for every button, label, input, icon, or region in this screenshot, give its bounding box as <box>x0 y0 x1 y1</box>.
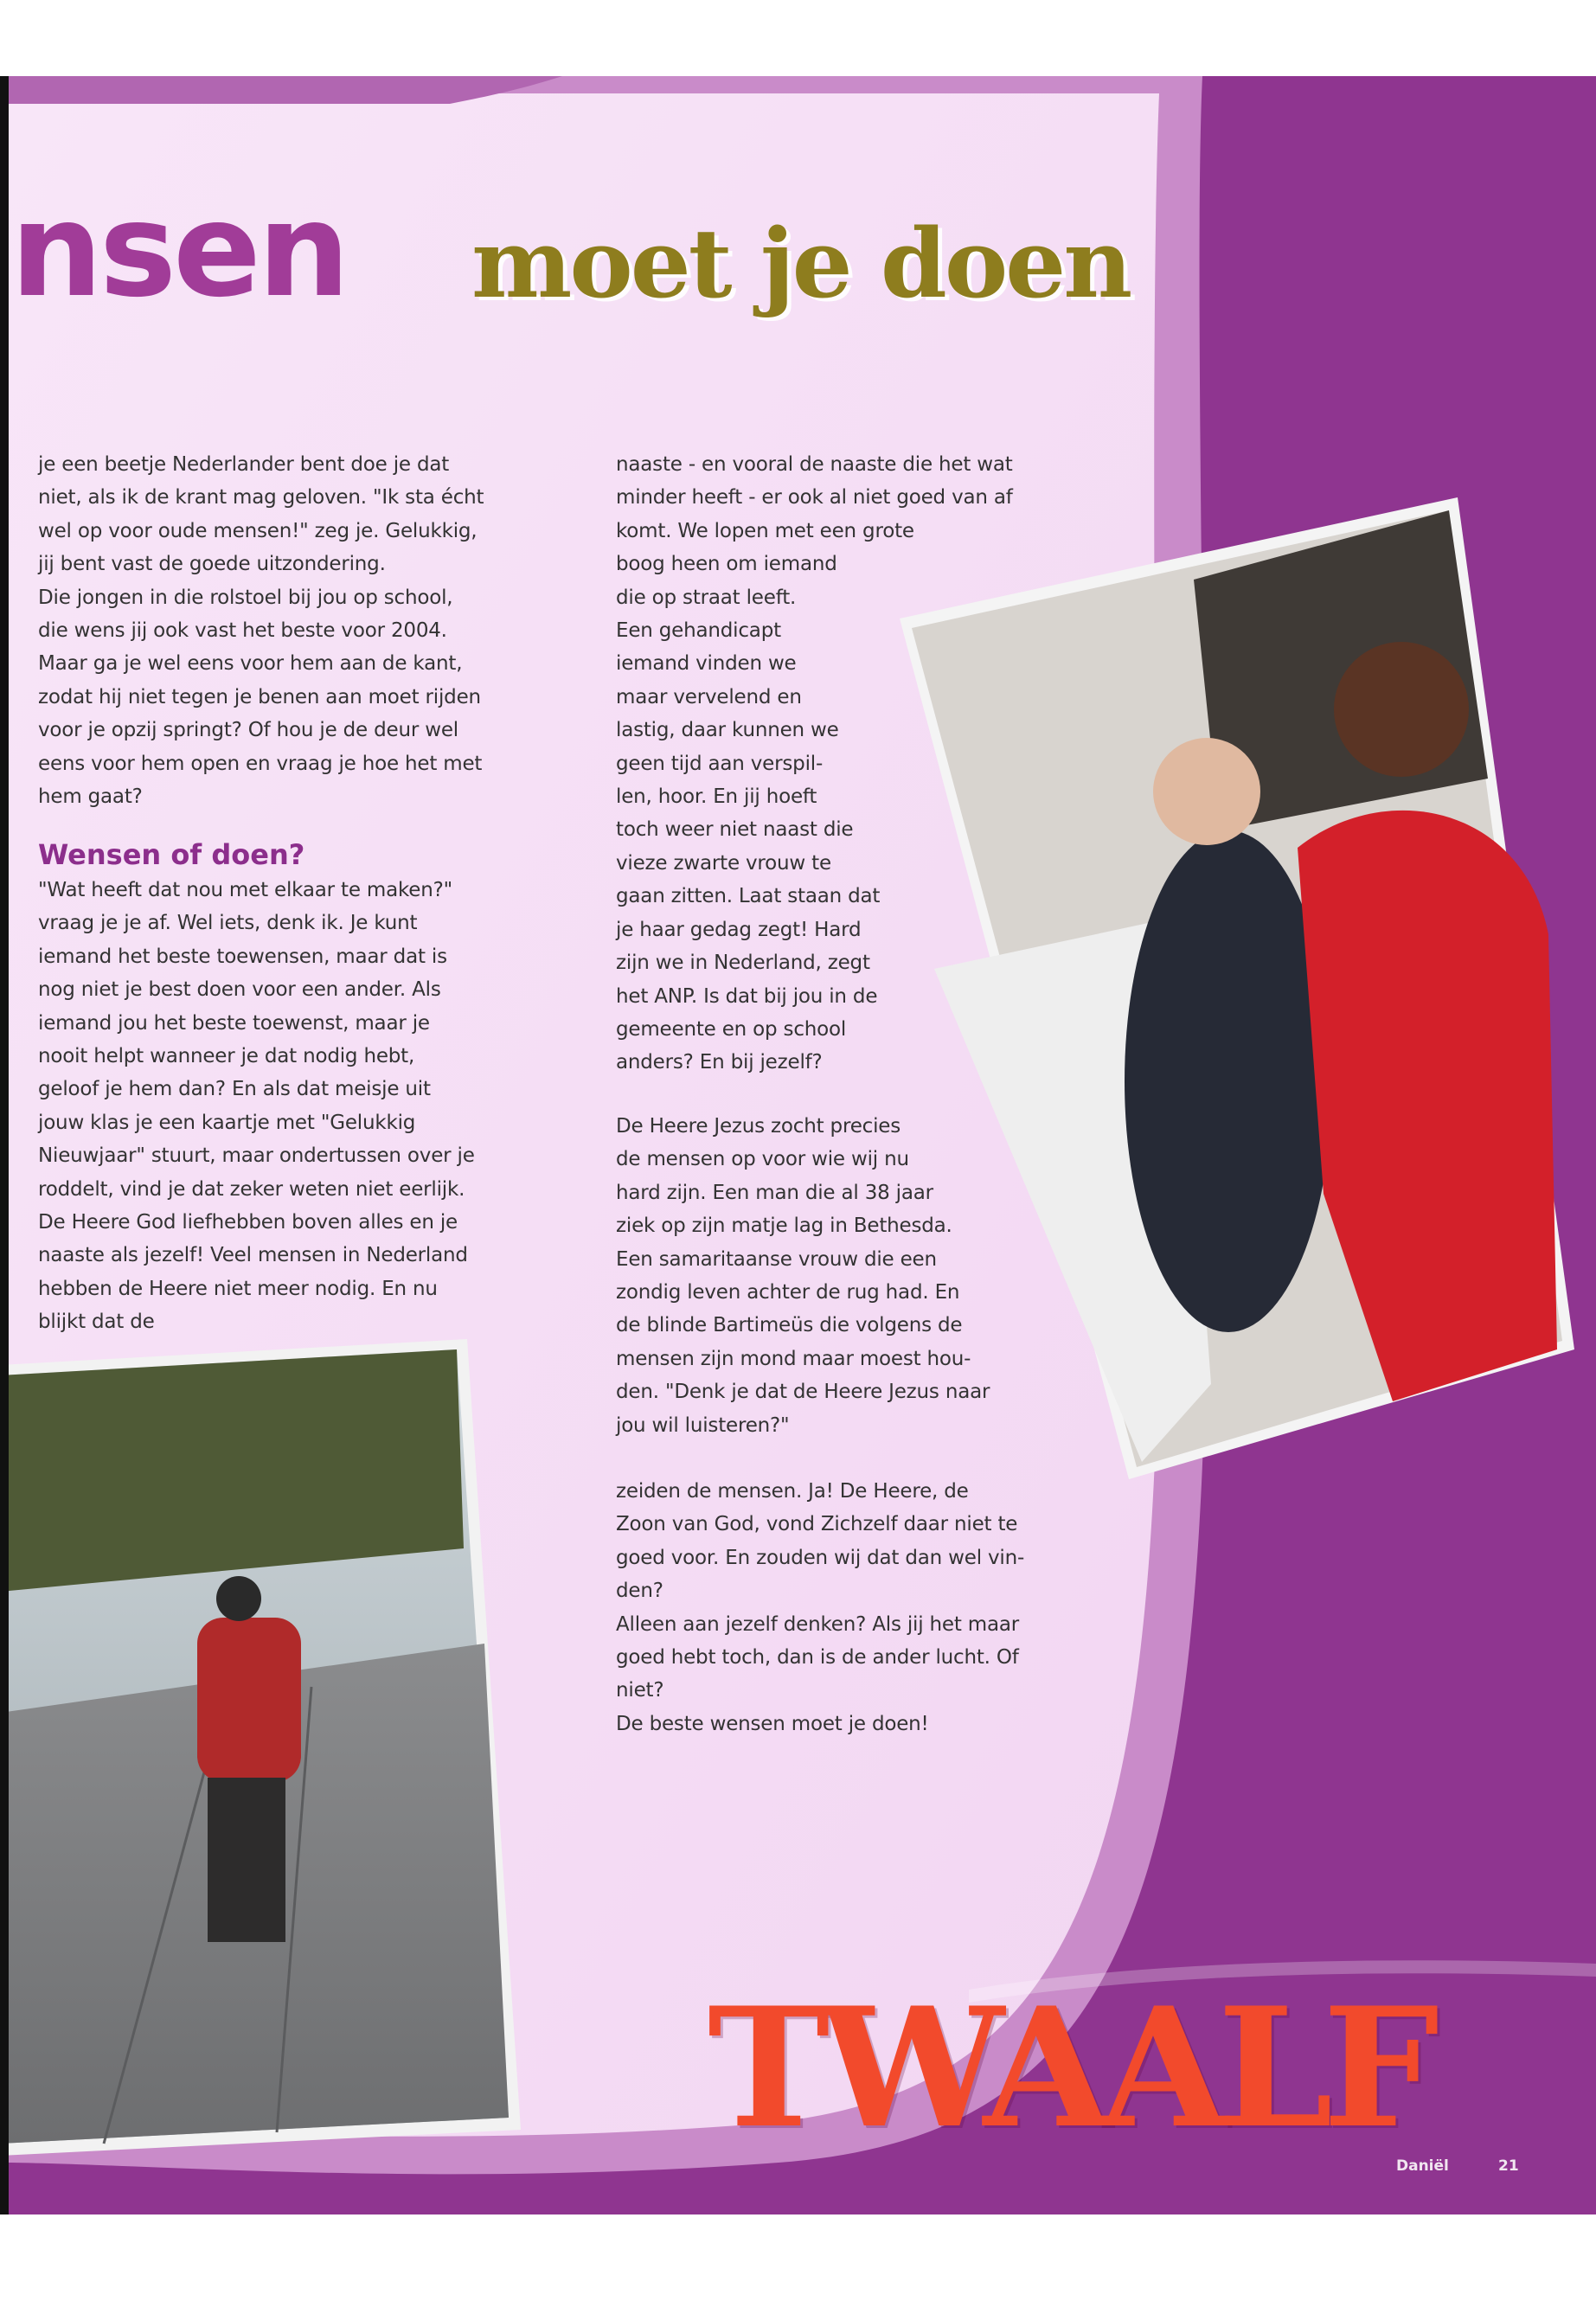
woman-older-head <box>1153 738 1260 845</box>
person-body <box>197 1618 301 1782</box>
page-edge-bar <box>0 76 9 2214</box>
woman-younger-head <box>1334 642 1469 777</box>
title-part-2: moet je doen <box>471 208 1131 319</box>
section-logo-twaalf: TWAALF <box>708 1971 1429 2164</box>
photo-street <box>0 1339 521 2156</box>
footer-page-number: 21 <box>1498 2157 1519 2175</box>
article-col2-paragraph-2: De Heere Jezus zocht precies de mensen op voor wie wij nu hard zijn. Een man die al 38 jaar ziek op zijn matje lag in Bethesda. Een samaritaanse vrouw die een zondig leven achter de rug had. En de blinde Bartimeüs die volgens de mensen zijn mond maar moest hou- den. "Denk je dat de Heere Jezus naar jou wil luisteren?" <box>616 1115 990 1437</box>
article-col2-paragraph-3: zeiden de mensen. Ja! De Heere, de Zoon van God, vond Zichzelf daar niet te goed voor. En zouden wij dat dan wel vin- den? Alleen aan jezelf denken? Als jij het maar goed hebt toch, dan is de ander lucht. Of niet? De beste wensen moet je doen! <box>616 1480 1025 1735</box>
article-col1-paragraph-1: je een beetje Nederlander bent doe je dat niet, als ik de krant mag geloven. "Ik sta écht wel op voor oude mensen!" zeg je. Gelukkig, jij bent vast de goede uitzondering. Die jongen in die rolstoel bij jou op school, die wens jij ook vast het beste voor 2004. Maar ga je wel eens voor hem aan de kant, zodat hij niet tegen je benen aan moet rijden voor je opzij springt? Of hou je de deur wel eens voor hem open en vraag je hoe het met hem gaat? <box>38 453 484 809</box>
woman-older <box>1125 830 1332 1332</box>
person-head <box>216 1576 261 1621</box>
subheading: Wensen of doen? <box>38 838 305 871</box>
title-part-1: nsen <box>10 176 347 326</box>
article-col2-paragraph-1: naaste - en vooral de naaste die het wat minder heeft - er ook al niet goed van af komt. We lopen met een grote boog heen om iemand die op straat leeft. Een gehandicapt iemand vinden we maar vervelend en lastig, daar kunnen we geen tijd aan verspil- len, hoor. En jij hoeft toch weer niet naast die vieze zwarte vrouw te gaan zitten. Laat staan dat je haar gedag zegt! Hard zijn we in Nederland, zegt het ANP. Is dat bij jou in de gemeente en op school anders? En bij jezelf? <box>616 453 1013 1074</box>
footer-magazine-name: Daniël <box>1396 2157 1449 2175</box>
person-legs <box>208 1778 285 1942</box>
article-col1-paragraph-2: "Wat heeft dat nou met elkaar te maken?" vraag je je af. Wel iets, denk ik. Je kunt iemand het beste toewensen, maar dat is nog niet je best doen voor een ander. Als iemand jou het beste toewenst, maar je nooit helpt wanneer je dat nodig hebt, geloof je hem dan? En als dat meisje uit jouw klas je een kaartje met "Gelukkig Nieuwjaar" stuurt, maar ondertussen over je roddelt, vind je dat zeker weten niet eerlijk. De Heere God liefhebben boven alles en je naaste als jezelf! Veel mensen in Nederland hebben de Heere niet meer nodig. En nu blijkt dat de <box>38 879 475 1334</box>
